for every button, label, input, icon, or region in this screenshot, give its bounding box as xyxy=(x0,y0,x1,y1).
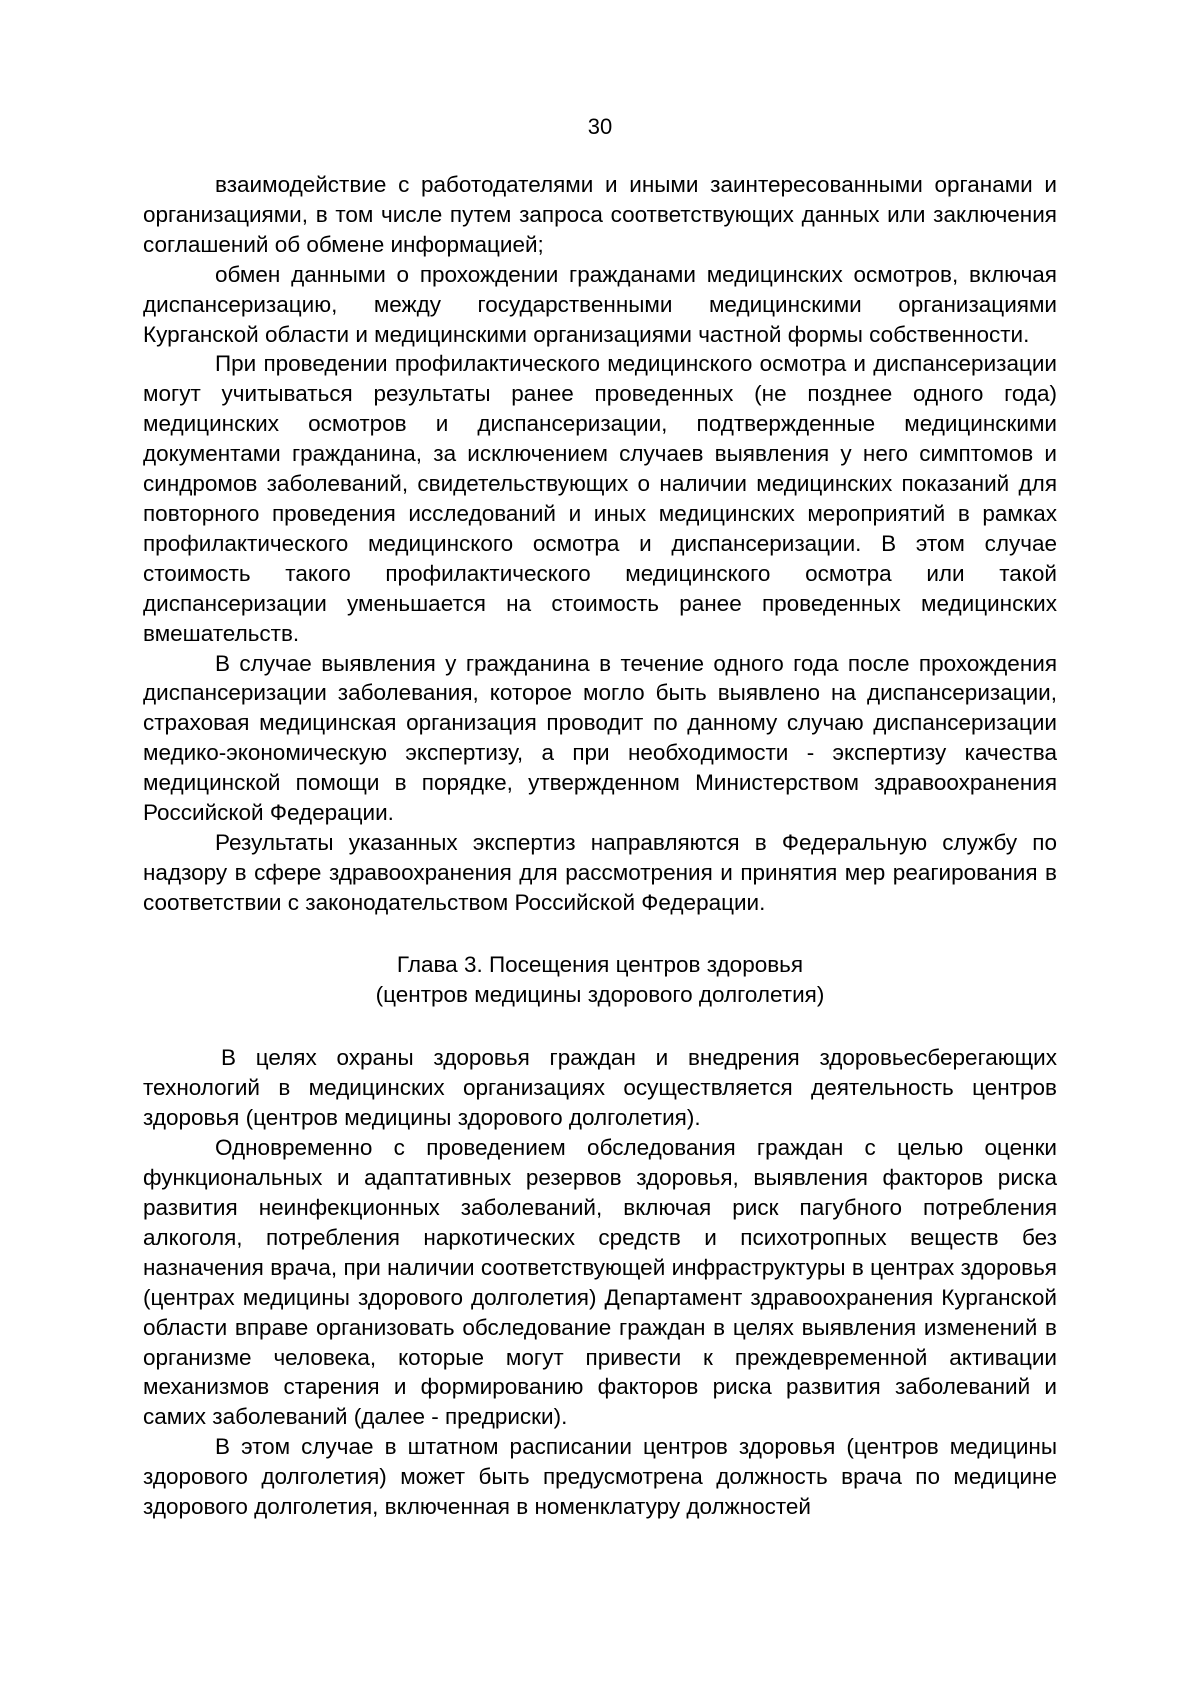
paragraph-previous-results: При проведении профилактического медицинского осмотра и диспансеризации могут учитываться результаты ранее проведенных (не позднее одного года) медицинских осмотров и диспансеризации, подтвержденные медицинскими документами гражданина, за исключением случаев выявления у него симптомов и синдромов заболеваний, свидетельствующих о наличии медицинских показаний для повторного проведения исследований и иных медицинских мероприятий в рамках профилактического медицинского осмотра и диспансеризации. В этом случае стоимость такого профилактического медицинского осмотра или такой диспансеризации уменьшается на стоимость ранее проведенных медицинских вмешательств. xyxy=(143,351,1057,646)
chapter-subtitle: (центров медицины здорового долголетия) xyxy=(375,981,825,1007)
paragraph-data-exchange: обмен данными о прохождении гражданами медицинских осмотров, включая диспансеризацию, между государственными медицинскими организациями Курганской области и медицинскими организациями частной формы собственности. xyxy=(143,261,1057,347)
paragraph-examination: Одновременно с проведением обследования граждан с целью оценки функциональных и адаптативных резервов здоровья, выявления факторов риска развития неинфекционных заболеваний, включая риск пагубного потребления алкоголя, потребления наркотических средств и психотропных веществ без назначения врача, при наличии соответствующей инфраструктуры в центрах здоровья (центрах медицины здорового долголетия) Департамент здравоохранения Курганской области вправе организовать обследование граждан в целях выявления изменений в организме человека, которые могут привести к преждевременной активации механизмов старения и формированию факторов риска развития заболеваний и самих заболеваний (далее - предриски). xyxy=(143,1135,1057,1430)
paragraph-expertise-results: Результаты указанных экспертиз направляются в Федеральную службу по надзору в сфере здравоохранения для рассмотрения и принятия мер реагирования в соответствии с законодательством Российской Федерации. xyxy=(143,829,1057,915)
paragraph-staffing: В этом случае в штатном расписании центров здоровья (центров медицины здорового долголетия) может быть предусмотрена должность врача по медицине здорового долголетия, включенная в номенклатуру должностей xyxy=(143,1434,1057,1520)
paragraph-employers-interaction: взаимодействие с работодателями и иными заинтересованными органами и организациями, в том числе путем запроса соответствующих данных или заключения соглашений об обмене информацией; xyxy=(143,172,1057,257)
page-number: 30 xyxy=(587,114,613,139)
chapter-title: Глава 3. Посещения центров здоровья xyxy=(396,951,804,977)
paragraph-expertise: В случае выявления у гражданина в течение одного года после прохождения диспансеризации заболевания, которое могло быть выявлено на диспансеризации, страховая медицинская организация проводит по данному случаю диспансеризации медико-экономическую экспертизу, а при необходимости - экспертизу качества медицинской помощи в порядке, утвержденном Министерством здравоохранения Российской Федерации. xyxy=(143,650,1057,826)
chapter-heading xyxy=(143,950,1057,1010)
paragraph-health-centers: В целях охраны здоровья граждан и внедрения здоровьесберегающих технологий в медицинских организациях осуществляется деятельность центров здоровья (центров медицины здорового долголетия). xyxy=(143,1045,1057,1131)
document-body xyxy=(143,170,1057,1522)
